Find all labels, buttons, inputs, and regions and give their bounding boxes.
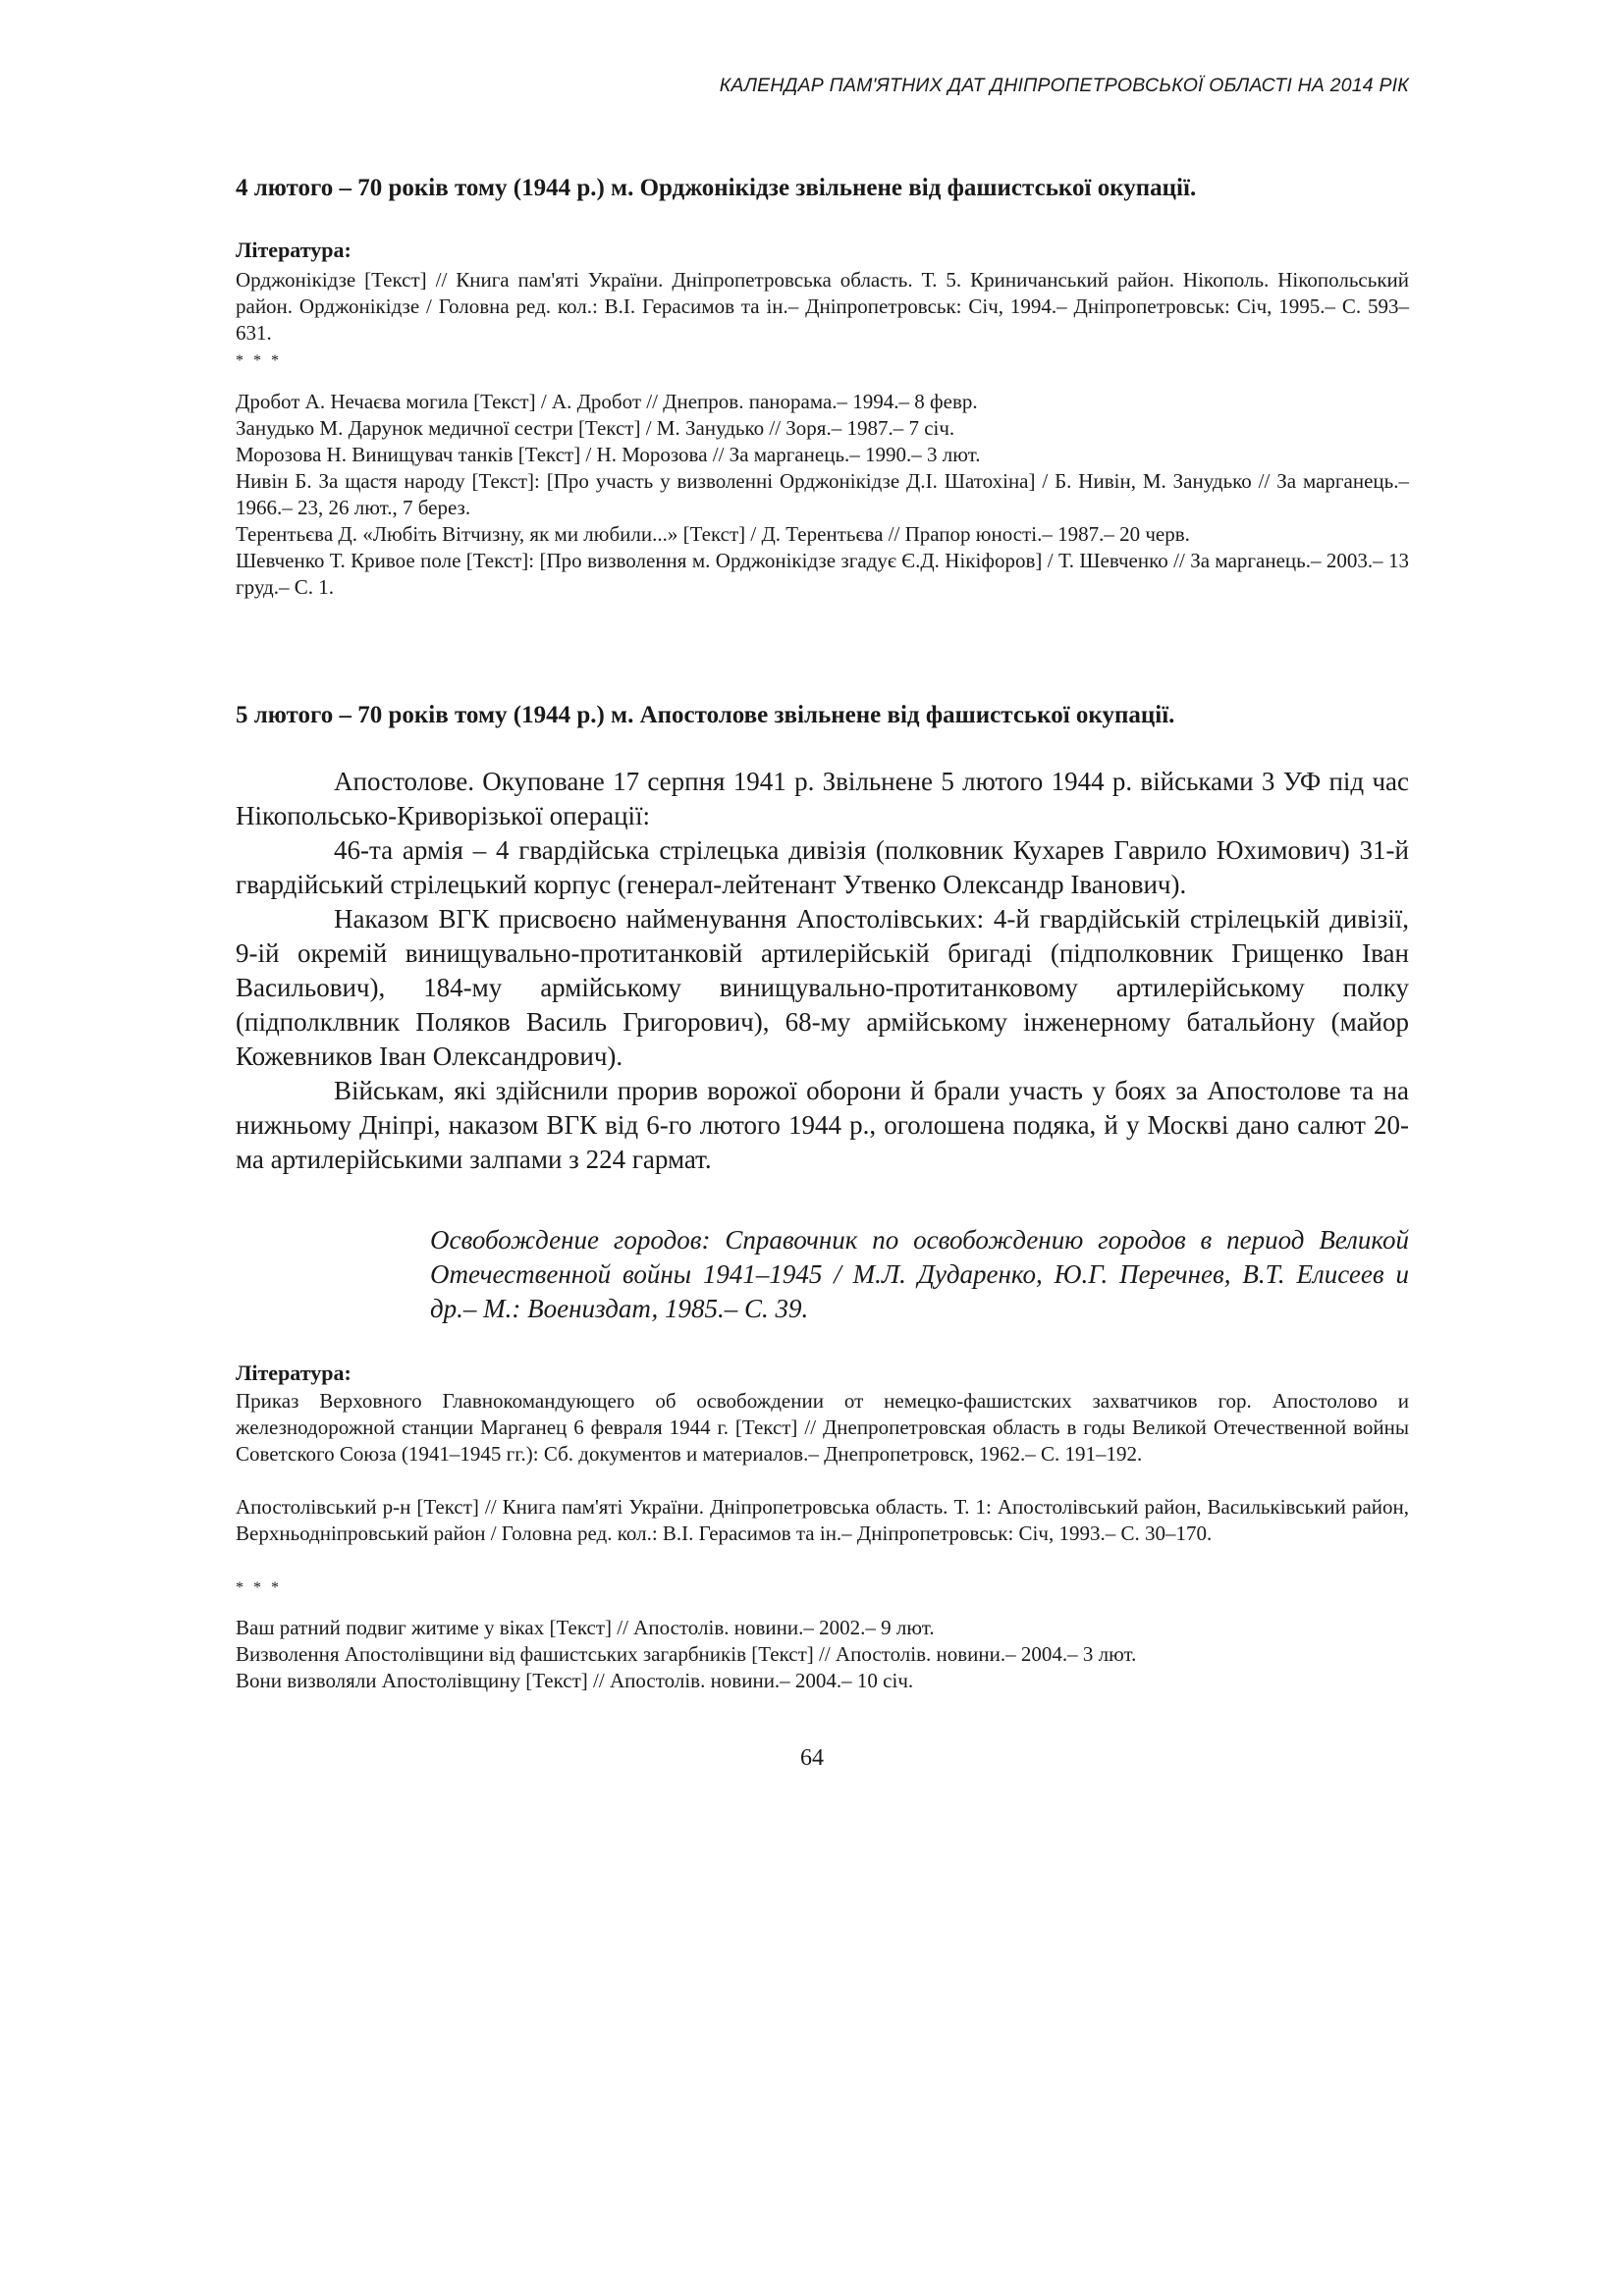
body-paragraph: 46-та армія – 4 гвардійська стрілецька дивізія (полковник Кухарев Гаврило Юхимович) 31-й гвардійський стрілецький корпус (генерал-лейтенант Утвенко Олександр Іванович). <box>236 835 1409 899</box>
reference-item: Вони визволяли Апостолівщину [Текст] // Апостолів. новини.– 2004.– 10 січ. <box>236 1669 914 1692</box>
literature-label: Література: <box>236 1361 352 1385</box>
article-body <box>236 765 1409 1177</box>
body-paragraph: Апостолове. Окуповане 17 серпня 1941 р. Звільнене 5 лютого 1944 р. військами 3 УФ під час Нікопольсько-Криворізької операції: <box>236 767 1409 830</box>
reference-item: Апостолівський р-н [Текст] // Книга пам'яті України. Дніпропетровська область. Т. 1: Апостолівський район, Васильківський район, Верхньодніпровський район / Головна ред. кол.: В.І. Герасимов та ін.– Дніпропетровськ: Січ, 1993.– С. 30–170. <box>236 1495 1409 1545</box>
section-title-ordzhonikidze: 4 лютого – 70 років тому (1944 р.) м. Орджонікідзе звільнене від фашистської окупації. <box>236 175 1197 201</box>
literature-label: Література: <box>236 238 352 262</box>
reference-item: Шевченко Т. Кривое поле [Текст]: [Про визволення м. Орджонікідзе згадує Є.Д. Нікіфоров] / Т. Шевченко // За марганець.– 2003.– 13 груд.– С. 1. <box>236 549 1409 599</box>
section-title-apostolove: 5 лютого – 70 років тому (1944 р.) м. Апостолове звільнене від фашистської окупації. <box>236 702 1175 728</box>
source-citation: Освобождение городов: Справочник по освобождению городов в период Великой Отечественной войны 1941–1945 / М.Л. Дударенко, Ю.Г. Перечнев, В.Т. Елисеев и др.– М.: Воениздат, 1985.– С. 39. <box>430 1225 1409 1323</box>
reference-item: Орджонікідзе [Текст] // Книга пам'яті України. Дніпропетровська область. Т. 5. Криничанський район. Нікополь. Нікопольський район. Орджонікідзе / Головна ред. кол.: В.І. Герасимов та ін.– Дніпропетровськ: Січ, 1994.– Дніпропетровськ: Січ, 1995.– С. 593–631. <box>236 268 1409 345</box>
body-paragraph: Військам, які здійснили прорив ворожої оборони й брали участь у боях за Апостолове та на нижньому Дніпрі, наказом ВГК від 6-го лютого 1944 р., оголошена подяка, й у Москві дано салют 20-ма артилерійськими залпами з 224 гармат. <box>236 1076 1409 1174</box>
reference-item: Занудько М. Дарунок медичної сестри [Текст] / М. Занудько // Зоря.– 1987.– 7 січ. <box>236 416 955 440</box>
body-paragraph: Наказом ВГК присвоєно найменування Апостолівських: 4-й гвардійській стрілецькій дивізії, 9-ій окремій винищувально-протитанковій артилерійській бригаді (підполковник Грищенко Іван Васильович), 184-му армійському винищувально-протитанковому артилерійському полку (підполклвник Поляков Василь Григорович), 68-му армійському інженерному батальйону (майор Кожевников Іван Олександрович). <box>236 904 1409 1071</box>
reference-item: Ваш ратний подвиг житиме у віках [Текст] // Апостолів. новини.– 2002.– 9 лют. <box>236 1616 935 1639</box>
running-header: КАЛЕНДАР ПАМ'ЯТНИХ ДАТ ДНІПРОПЕТРОВСЬКОЇ ОБЛАСТІ НА 2014 РІК <box>719 75 1409 96</box>
reference-item: Приказ Верховного Главнокомандующего об освобождении от немецко-фашистских захватчиков гор. Апостолово и железнодорожной станции Марганец 6 февраля 1944 г. [Текст] // Днепропетровская область в годы Великой Отечественной войны Советского Союза (1941–1945 гг.): Сб. документов и материалов.– Днепропетровск, 1962.– С. 191–192. <box>236 1389 1409 1466</box>
reference-item: Нивін Б. За щастя народу [Текст]: [Про участь у визволенні Орджонікідзе Д.І. Шатохіна] / Б. Нивін, М. Занудько // За марганець.– 1966.– 23, 26 лют., 7 берез. <box>236 469 1409 519</box>
reference-item: Терентьєва Д. «Любіть Вітчизну, як ми любили...» [Текст] / Д. Терентьєва // Прапор юності.– 1987.– 20 черв. <box>236 522 1190 546</box>
separator-stars: * * * <box>236 1579 282 1596</box>
reference-item: Морозова Н. Винищувач танків [Текст] / Н. Морозова // За марганець.– 1990.– 3 лют. <box>236 443 981 466</box>
reference-item: Визволення Апостолівщини від фашистських загарбників [Текст] // Апостолів. новини.– 2004.– 3 лют. <box>236 1642 1137 1666</box>
reference-item: Дробот А. Нечаєва могила [Текст] / А. Дробот // Днепров. панорама.– 1994.– 8 февр. <box>236 390 978 413</box>
separator-stars: * * * <box>236 352 282 369</box>
page-number: 64 <box>800 1745 824 1771</box>
